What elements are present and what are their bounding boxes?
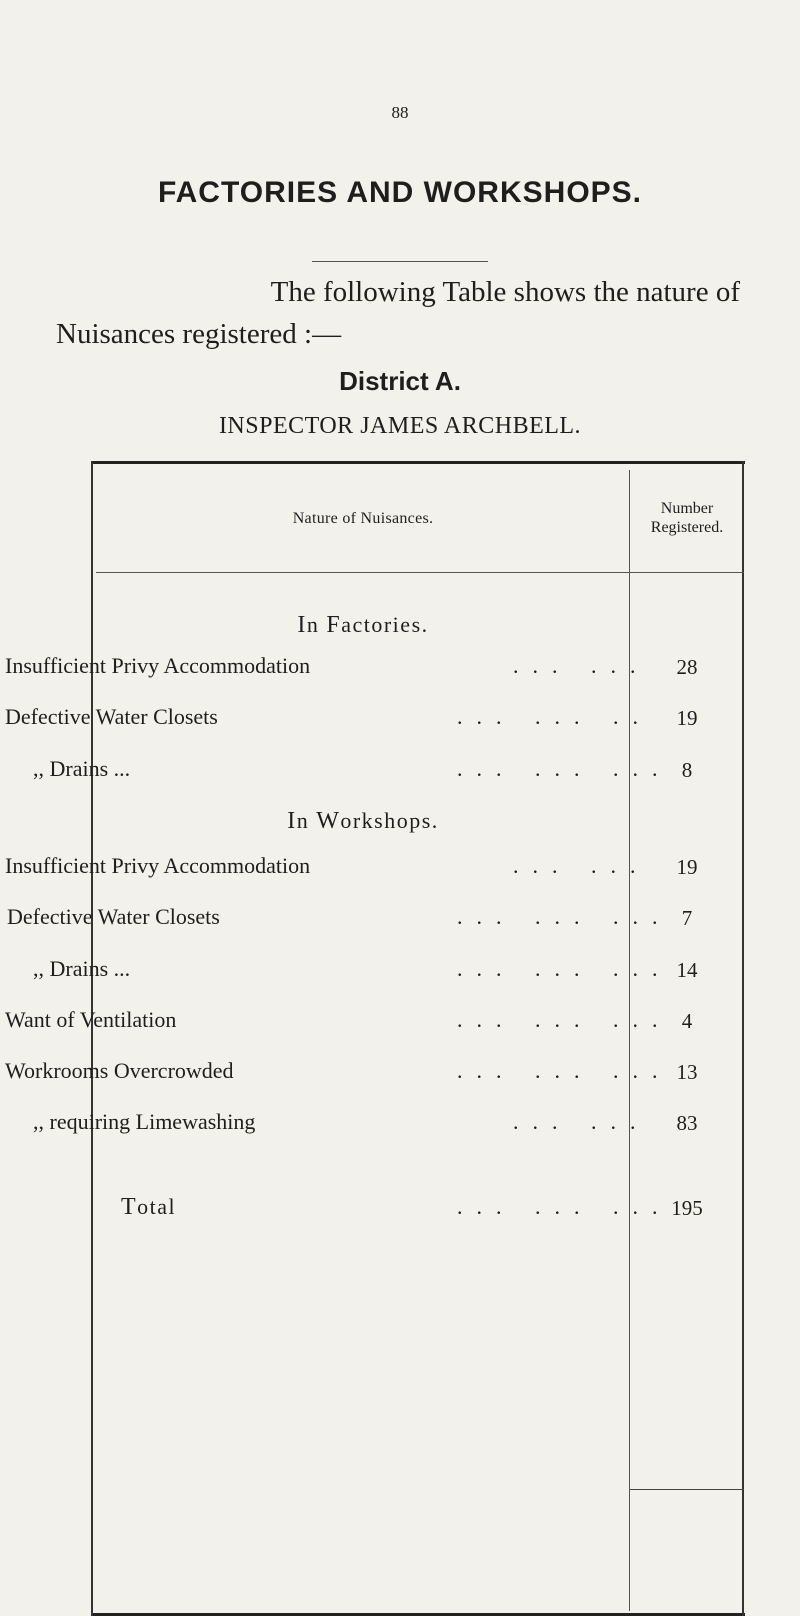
row-text: ,, requiring Limewashing: [33, 1109, 256, 1134]
row-dots: ... ... ...: [457, 904, 672, 929]
column-header-nature: Nature of Nuisances.: [292, 510, 434, 527]
table-right-rule: [742, 461, 744, 1616]
intro-line-2: Nuisances registered :—: [56, 318, 342, 350]
row-dots: ... ...: [513, 653, 650, 678]
total-rule: [630, 1489, 744, 1490]
row-dots: ... ...: [513, 1109, 650, 1134]
title-rule: [312, 261, 488, 262]
header-rule: [96, 572, 744, 573]
total-value: 195: [671, 1196, 703, 1220]
page-number: 88: [391, 103, 409, 122]
table-row-value: 19: [676, 855, 698, 879]
table-row-label: [0, 1109, 650, 1139]
table-row-value: 83: [676, 1111, 698, 1135]
row-text: ,, Drains ...: [33, 756, 131, 781]
table-top-rule: [91, 461, 745, 464]
table-row-label: [0, 956, 672, 986]
total-text: [121, 1194, 176, 1221]
section-cap: F: [326, 612, 342, 638]
row-dots: ... ... ...: [457, 1058, 672, 1083]
table-row-label: [0, 1007, 672, 1037]
row-text: Insufficient Privy Accommodation: [5, 853, 311, 878]
table-row-value: 19: [676, 706, 698, 730]
page-title: FACTORIES AND WORKSHOPS.: [157, 176, 643, 209]
table-row-label: [0, 704, 652, 734]
column-header-number-line2: Registered.: [650, 519, 724, 536]
row-text: Want of Ventilation: [5, 1007, 177, 1032]
intro-line-1: The following Table shows the nature of: [270, 276, 740, 308]
row-dots: ... ... ...: [457, 756, 672, 781]
total-rest: otal: [137, 1194, 177, 1219]
row-text: Insufficient Privy Accommodation: [5, 653, 311, 678]
table-row-value: 28: [676, 655, 698, 679]
section-rest: n: [296, 808, 317, 833]
total-dots: ... ... ...: [457, 1194, 672, 1219]
total-row-label: [0, 1194, 672, 1224]
section-rest: n: [306, 612, 327, 637]
row-text: Workrooms Overcrowded: [5, 1058, 234, 1083]
row-dots: ... ... ..: [457, 704, 652, 729]
column-header-number: [630, 499, 744, 537]
section-rest: actories.: [341, 612, 429, 637]
row-text: Defective Water Closets: [5, 704, 218, 729]
section-cap: W: [316, 808, 341, 834]
row-text: Defective Water Closets: [7, 904, 220, 929]
table-row-label: [0, 853, 650, 883]
table-row-label: [0, 904, 672, 934]
table-row-value: 14: [676, 958, 698, 982]
column-divider: [629, 470, 630, 1611]
table-row-value: 13: [676, 1060, 698, 1084]
section-title-workshops: [96, 808, 630, 835]
inspector-heading: INSPECTOR JAMES ARCHBELL.: [218, 413, 582, 439]
section-cap: I: [287, 808, 297, 834]
table-left-rule: [91, 461, 93, 1616]
section-title-factories: [96, 612, 630, 639]
table-row-label: [0, 653, 650, 683]
row-dots: ... ... ...: [457, 1007, 672, 1032]
table-row-label: [0, 1058, 672, 1088]
column-header-number-line1: Number: [660, 500, 714, 517]
section-rest: orkshops.: [340, 808, 439, 833]
table-row-value: 7: [681, 906, 693, 930]
row-dots: ... ... ...: [457, 956, 672, 981]
total-cap: T: [121, 1194, 138, 1220]
table-row-label: [0, 756, 672, 786]
table-row-value: 8: [681, 758, 693, 782]
row-dots: ... ...: [513, 853, 650, 878]
section-cap: I: [297, 612, 307, 638]
table-row-value: 4: [681, 1009, 693, 1033]
district-heading: District A.: [339, 366, 461, 396]
row-text: ,, Drains ...: [33, 956, 131, 981]
